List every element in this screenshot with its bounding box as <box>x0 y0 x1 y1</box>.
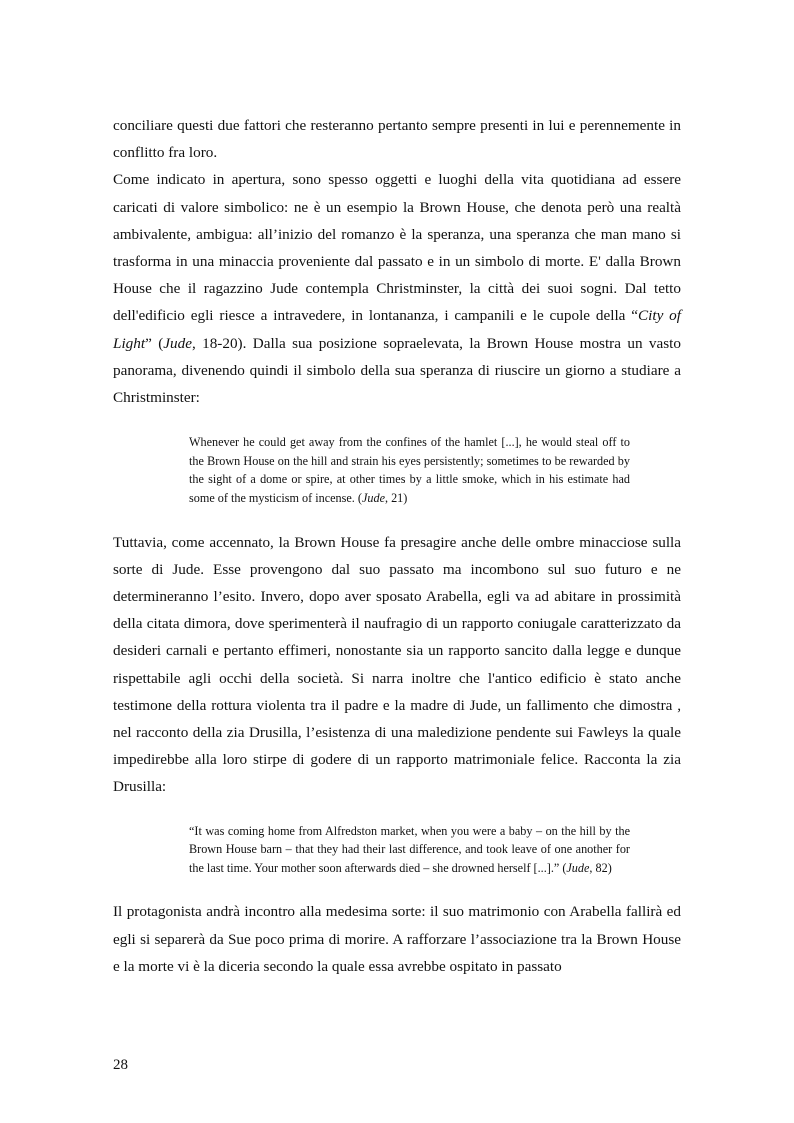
paragraph-text: , 18-20). Dalla sua posizione sopraelevata, la Brown House mostra un vasto panorama, divenendo quindi il simbolo della sua speranza di riuscire un giorno a studiare a Christminster: <box>113 334 681 407</box>
quote-citation: , 82) <box>589 860 612 875</box>
italic-reference: Jude <box>566 860 590 875</box>
paragraph-brown-house-hope <box>113 166 681 411</box>
quote-citation: , 21) <box>384 491 408 506</box>
quote-text: “It was coming home from Alfredston market, when you were a baby – on the hill by the Brown House barn – that they had their last difference, and took leave of one another for the last time. Your mother soon afterwards died – she drowned herself [...].” ( <box>189 823 630 875</box>
paragraph-text: ” ( <box>145 334 164 352</box>
block-quote-1 <box>189 433 630 507</box>
page-number: 28 <box>113 1057 128 1073</box>
paragraph-continuation: conciliare questi due fattori che resteranno pertanto sempre presenti in lui e perennemente in conflitto fra loro. <box>113 117 681 162</box>
page-body <box>113 112 681 980</box>
paragraph-protagonist-fate: Il protagonista andrà incontro alla medesima sorte: il suo matrimonio con Arabella fallirà ed egli si separerà da Sue poco prima di morire. A rafforzare l’associazione tra la Brown House e la morte vi è la diceria secondo la quale essa avrebbe ospitato in passato <box>113 903 681 975</box>
italic-title: City of Light <box>113 307 681 352</box>
paragraph-brown-house-shadows: Tuttavia, come accennato, la Brown House fa presagire anche delle ombre minacciose sulla sorte di Jude. Esse provengono dal suo passato ma incombono sul suo futuro e ne determineranno l’esito. Invero, dopo aver sposato Arabella, egli va ad abitare in prossimità della citata dimora, dove sperimenterà il naufragio di un rapporto coniugale caratterizzato da desideri carnali e pertanto effimeri, nonostante sia un rapporto sancito dalla legge e dunque rispettabile agli occhi della società. Si narra inoltre che l'antico edificio è stato anche testimone della rottura violenta tra il padre e la madre di Jude, un fallimento che dimostra , nel racconto della zia Drusilla, l’esistenza di una maledizione pendente sui Fawleys la quale impedirebbe alla loro stirpe di godere di un rapporto matrimoniale felice. Racconta la zia Drusilla: <box>113 533 681 796</box>
paragraph-text: Come indicato in apertura, sono spesso oggetti e luoghi della vita quotidiana ad essere caricati di valore simbolico: ne è un esempio la Brown House, che denota però una realtà ambivalente, ambigua: all’inizio del romanzo è la speranza, una speranza che man mano si trasforma in una minaccia proveniente dal passato e in un simbolo di morte. E' dalla Brown House che il ragazzino Jude contempla Christminster, la città dei suoi sogni. Dal tetto dell'edificio egli riesce a intravedere, in lontananza, i campanili e le cupole della “ <box>113 171 681 325</box>
quote-text: Whenever he could get away from the confines of the hamlet [...], he would steal off to the Brown House on the hill and strain his eyes persistently; sometimes to be rewarded by the sight of a dome or spire, at other times by a little smoke, which in his estimate had some of the mysticism of incense. ( <box>189 435 630 506</box>
italic-reference: Jude <box>163 334 192 352</box>
italic-reference: Jude <box>361 491 385 506</box>
block-quote-2 <box>189 822 630 878</box>
